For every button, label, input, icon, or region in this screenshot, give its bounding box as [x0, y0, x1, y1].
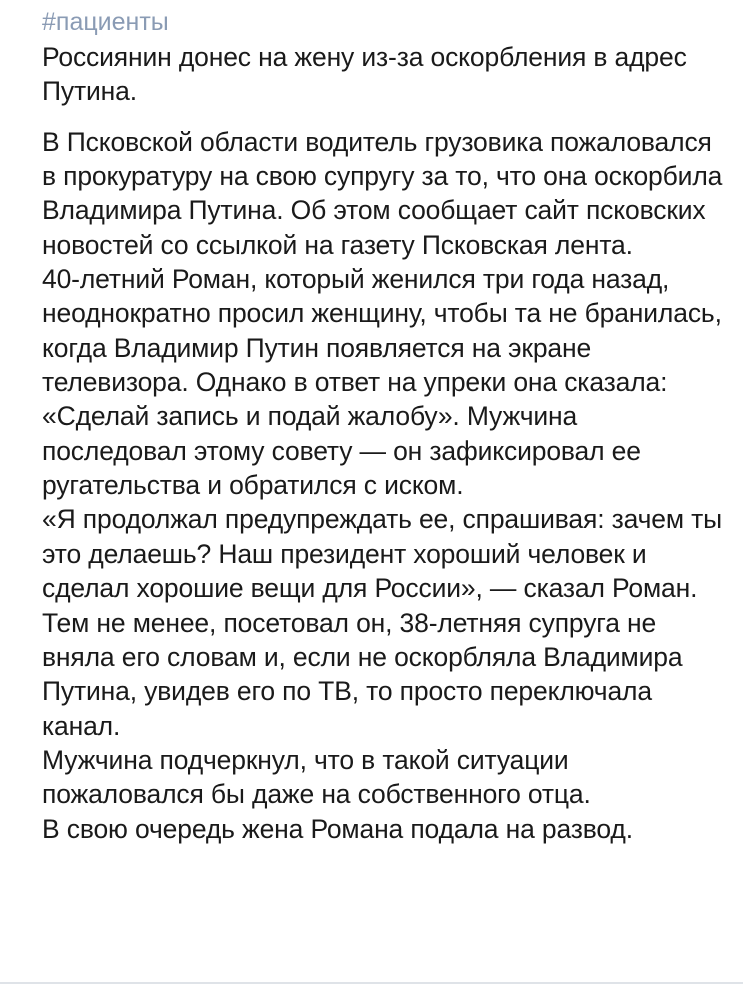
- post-body: [42, 125, 723, 846]
- post-paragraph: В свою очередь жена Романа подала на развод.: [42, 813, 633, 844]
- post-title: Россиянин донес на жену из-за оскорбления в адрес Путина.: [42, 42, 687, 107]
- hashtag-link[interactable]: #пациенты: [42, 8, 169, 36]
- post-paragraph: «Я продолжал предупреждать ее, спрашивая: зачем ты это делаешь? Наш президент хороший человек и сделал хорошие вещи для России», — сказал Роман. Тем не менее, посетовал он, 38-летняя супруга не вняла его словам и, если не оскорбляла Владимира Путина, увидев его по ТВ, то просто переключала канал.: [42, 504, 723, 741]
- post-paragraph: Мужчина подчеркнул, что в такой ситуации пожаловался бы даже на собственного отца.: [42, 744, 591, 810]
- post-paragraph: 40-летний Роман, который женился три года назад, неоднократно просил женщину, чтобы та не бранилась, когда Владимир Путин появляется на экране телевизора. Однако в ответ на упреки она сказала: «Сделай запись и подай жалобу». Мужчина последовал этому совету — он зафиксировал ее ругательства и обратился с иском.: [42, 264, 722, 501]
- post-paragraph: В Псковской области водитель грузовика пожаловался в прокуратуру на свою супругу за то, что она оскорбила Владимира Путина. Об этом сообщает сайт псковских новостей со ссылкой на газету Псковская лента.: [42, 126, 723, 260]
